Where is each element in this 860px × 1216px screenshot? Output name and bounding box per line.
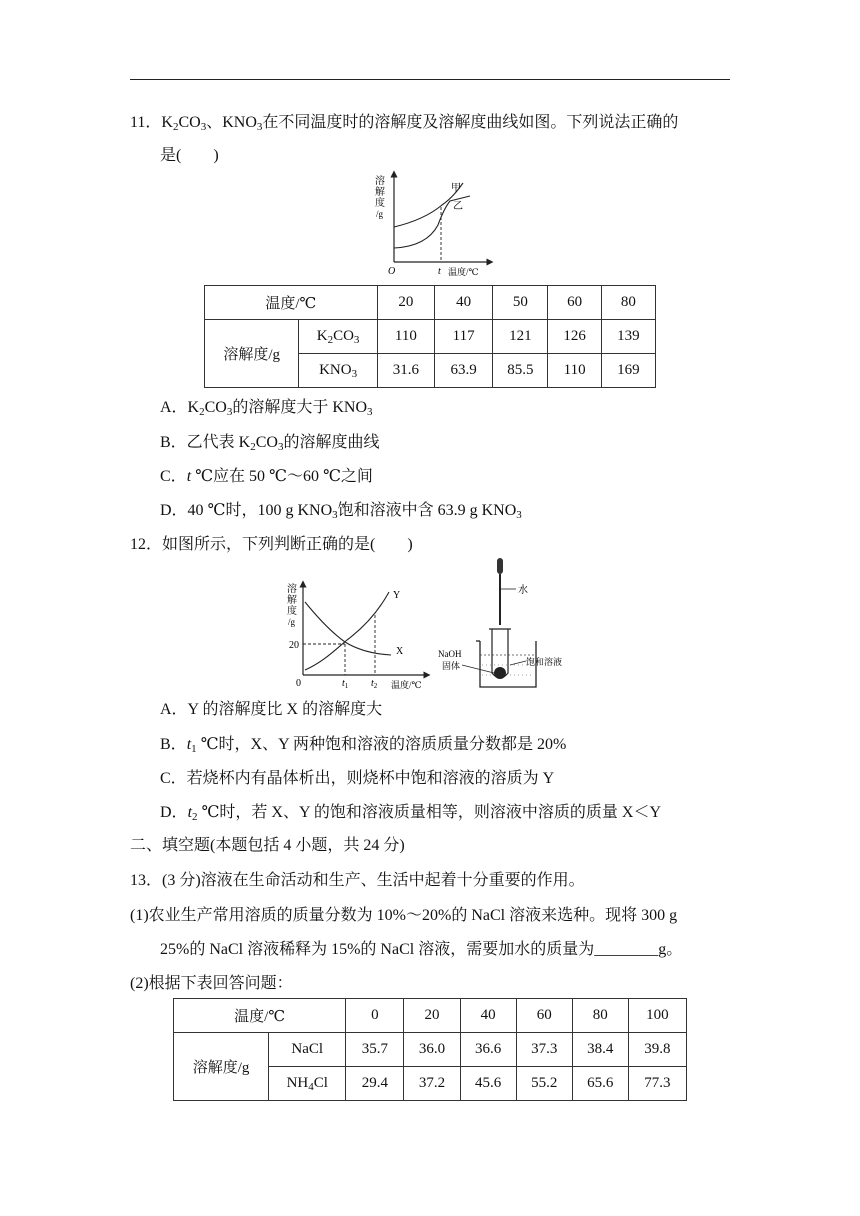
label-water: 水 (518, 585, 528, 596)
q12-xlabel: 温度/℃ (391, 680, 422, 690)
table-cell: 36.0 (404, 1033, 460, 1067)
q13-part2: (2)根据下表回答问题： (130, 975, 293, 992)
table-cell: 85.5 (493, 354, 548, 388)
q11-stem-line1: 11．$K_2CO_3$、$KNO_3$在不同温度时的溶解度及溶解度曲线如图。下列说法正确的 (130, 114, 679, 133)
q11-ylabel-1: 溶 (375, 176, 385, 187)
table-row-label-nh4cl: $NH_4Cl$ (269, 1067, 346, 1101)
table-temp-cell: 80 (601, 286, 655, 320)
table-cell: 65.6 (572, 1067, 628, 1101)
table-header-temp: 温度/℃ (174, 999, 346, 1033)
q12-option-b: B．$t_1$ ℃时，X、Y 两种饱和溶液的溶质质量分数都是 20% (160, 736, 567, 755)
q11-option-b: B．乙代表 $K_2CO_3$的溶解度曲线 (160, 434, 380, 453)
q12-solubility-graph (283, 580, 433, 692)
table-temp-cell: 50 (493, 286, 548, 320)
q12-ylabel-3: 度 (287, 606, 297, 617)
q12-stem: 12．如图所示，下列判断正确的是( ) (130, 536, 413, 553)
table-temp-cell: 0 (346, 999, 404, 1033)
q13-stem: 13．(3 分)溶液在生命活动和生产、生活中起着十分重要的作用。 (130, 872, 585, 889)
naoh-solid (494, 667, 506, 679)
table-cell: 110 (548, 354, 601, 388)
q11-option-c: C．t ℃应在 50 ℃～60 ℃之间 (160, 468, 373, 485)
table-cell: 110 (377, 320, 434, 354)
table-row-group-label: 溶解度/g (205, 320, 299, 388)
q12-option-a: A．Y 的溶解度比 X 的溶解度大 (160, 701, 383, 718)
q11-label-yi: 乙 (453, 201, 463, 212)
dropper-bulb (497, 558, 503, 574)
q11-solubility-graph (370, 170, 495, 282)
q11-solubility-table (204, 285, 656, 388)
table-cell: 77.3 (628, 1067, 686, 1101)
table-cell: 35.7 (346, 1033, 404, 1067)
table-cell: 117 (435, 320, 493, 354)
table-cell: 38.4 (572, 1033, 628, 1067)
table-temp-cell: 40 (460, 999, 516, 1033)
table-temp-cell: 60 (516, 999, 572, 1033)
q12-option-c: C．若烧杯内有晶体析出，则烧杯中饱和溶液的溶质为 Y (160, 770, 555, 787)
q11-ylabel-3: 度 (375, 198, 385, 209)
table-cell: 45.6 (460, 1067, 516, 1101)
q12-curve-x (305, 602, 391, 655)
q12-beaker-apparatus (436, 555, 586, 695)
q13-part1-line2: 25%的 NaCl 溶液稀释为 15%的 NaCl 溶液，需要加水的质量为________g。 (160, 941, 683, 958)
q12-ylabel-2: 解 (287, 595, 297, 606)
q12-option-d: D．$t_2$ ℃时，若 X、Y 的饱和溶液质量相等，则溶液中溶质的质量 X＜Y (160, 804, 662, 823)
table-row-label-kno3: $KNO_3$ (299, 354, 377, 388)
q11-xlabel: 温度/℃ (448, 267, 479, 277)
label-solid: 固体 (442, 661, 461, 671)
q11-ylabel-4: /g (376, 209, 384, 219)
table-row-group-label: 溶解度/g (174, 1033, 269, 1101)
q11-stem-line2: 是( ) (160, 147, 219, 164)
table-row-label-nacl: NaCl (269, 1033, 346, 1067)
table-row-label-k2co3: $K_2CO_3$ (299, 320, 377, 354)
table-temp-cell: 20 (404, 999, 460, 1033)
q12-curve-y (305, 592, 389, 670)
table-cell: 126 (548, 320, 601, 354)
q12-label-x: X (396, 646, 404, 657)
table-cell: 55.2 (516, 1067, 572, 1101)
table-cell: 121 (493, 320, 548, 354)
q12-label-y: Y (393, 590, 401, 601)
table-temp-cell: 80 (572, 999, 628, 1033)
table-cell: 37.2 (404, 1067, 460, 1101)
table-cell: 29.4 (346, 1067, 404, 1101)
q11-label-jia: 甲 (451, 183, 461, 194)
q12-origin: 0 (296, 678, 301, 689)
q12-t1: $t_1$ (342, 678, 349, 690)
table-header-temp: 温度/℃ (205, 286, 378, 320)
q12-ylabel-1: 溶 (287, 584, 297, 595)
q13-solubility-table (173, 998, 687, 1101)
table-temp-cell: 60 (548, 286, 601, 320)
table-temp-cell: 100 (628, 999, 686, 1033)
top-rule (130, 79, 730, 80)
q12-tick-20: 20 (289, 640, 299, 651)
table-cell: 39.8 (628, 1033, 686, 1067)
q11-option-a: A．$K_2CO_3$的溶解度大于 $KNO_3$ (160, 399, 373, 418)
q11-t-mark: t (438, 266, 441, 277)
table-cell: 169 (601, 354, 655, 388)
q13-part1-line1: (1)农业生产常用溶质的质量分数为 10%～20%的 NaCl 溶液来选种。现将 300 g (130, 907, 678, 924)
q11-ylabel-2: 解 (375, 187, 385, 198)
table-cell: 31.6 (377, 354, 434, 388)
table-temp-cell: 20 (377, 286, 434, 320)
q12-t2: $t_2$ (371, 678, 378, 690)
label-saturated: 饱和溶液 (526, 657, 563, 667)
table-cell: 139 (601, 320, 655, 354)
q11-origin: O (388, 266, 396, 277)
section-heading: 二、填空题(本题包括 4 小题，共 24 分) (130, 837, 405, 854)
table-temp-cell: 40 (435, 286, 493, 320)
table-cell: 36.6 (460, 1033, 516, 1067)
q11-option-d: D．40 ℃时，100 g $KNO_3$饱和溶液中含 63.9 g $KNO_3$ (160, 502, 522, 521)
table-cell: 63.9 (435, 354, 493, 388)
q12-ylabel-4: /g (288, 617, 296, 627)
label-naoh: NaOH (438, 649, 462, 659)
table-cell: 37.3 (516, 1033, 572, 1067)
